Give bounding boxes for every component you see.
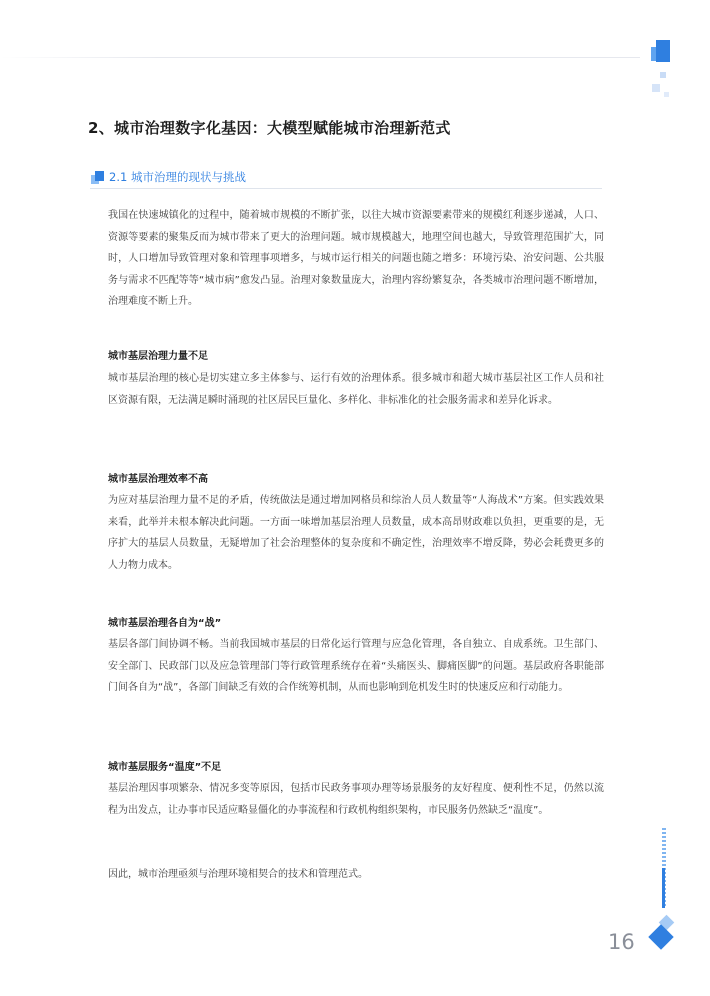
- section-title: 2、城市治理数字化基因：大模型赋能城市治理新范式: [88, 119, 451, 137]
- subsection-title: 2.1 城市治理的现状与挑战: [109, 170, 246, 184]
- corner-decoration: [648, 40, 678, 110]
- item-text-4: 基层治理因事项繁杂、情况多变等原因，包括市民政务事项办理等场景服务的友好程度、便利性不足，仍然以流程为出发点，让办事市民适应略显僵化的办事流程和行政机构组织架构，市民服务仍然缺乏“温度”。: [108, 783, 604, 816]
- item-heading-3: 城市基层治理各自为“战”: [108, 618, 222, 629]
- blue-square-icon: [91, 171, 104, 184]
- header-divider: [0, 57, 640, 58]
- intro-paragraph: 我国在快速城镇化的过程中，随着城市规模的不断扩张，以往大城市资源要素带来的规模红利逐步递减，人口、资源等要素的聚集反而为城市带来了更大的治理问题。城市规模越大，地理空间也越大，导致管理范围扩大，同时，人口增加导致管理对象和管理事项增多，与城市运行相关的问题也随之增多：环境污染、治安问题、公共服务与需求不匹配等等“城市病”愈发凸显。治理对象数量庞大，治理内容纷繁复杂，各类城市治理问题不断增加，治理难度不断上升。: [108, 210, 604, 307]
- item-heading-4: 城市基层服务“温度”不足: [108, 762, 222, 773]
- page-number: 16: [608, 930, 635, 954]
- item-heading-1: 城市基层治理力量不足: [108, 351, 208, 362]
- side-bar-decoration: [662, 868, 665, 908]
- conclusion-paragraph: 因此，城市治理亟须与治理环境相契合的技术和管理范式。: [108, 869, 368, 880]
- item-text-3: 基层各部门间协调不畅。当前我国城市基层的日常化运行管理与应急化管理，各自独立、自成系统。卫生部门、安全部门、民政部门以及应急管理部门等行政管理系统存在着“头痛医头、脚痛医脚”的问题。基层政府各职能部门间各自为“战”，各部门间缺乏有效的合作统筹机制，从而也影响到危机发生时的快速反应和行动能力。: [108, 639, 604, 693]
- item-text-2: 为应对基层治理力量不足的矛盾，传统做法是通过增加网格员和综治人员人数量等“人海战术”方案。但实践效果来看，此举并未根本解决此问题。一方面一味增加基层治理人员数量，成本高昂财政难以负担，更重要的是，无序扩大的基层人员数量，无疑增加了社会治理整体的复杂度和不确定性，治理效率不增反降，势必会耗费更多的人力物力成本。: [108, 495, 604, 571]
- diamond-decoration: [648, 924, 673, 949]
- subsection-header: [90, 168, 602, 189]
- item-text-1: 城市基层治理的核心是切实建立多主体参与、运行有效的治理体系。很多城市和超大城市基层社区工作人员和社区资源有限，无法满足瞬时涌现的社区居民巨量化、多样化、非标准化的社会服务需求和差异化诉求。: [108, 373, 604, 406]
- item-heading-2: 城市基层治理效率不高: [108, 474, 208, 485]
